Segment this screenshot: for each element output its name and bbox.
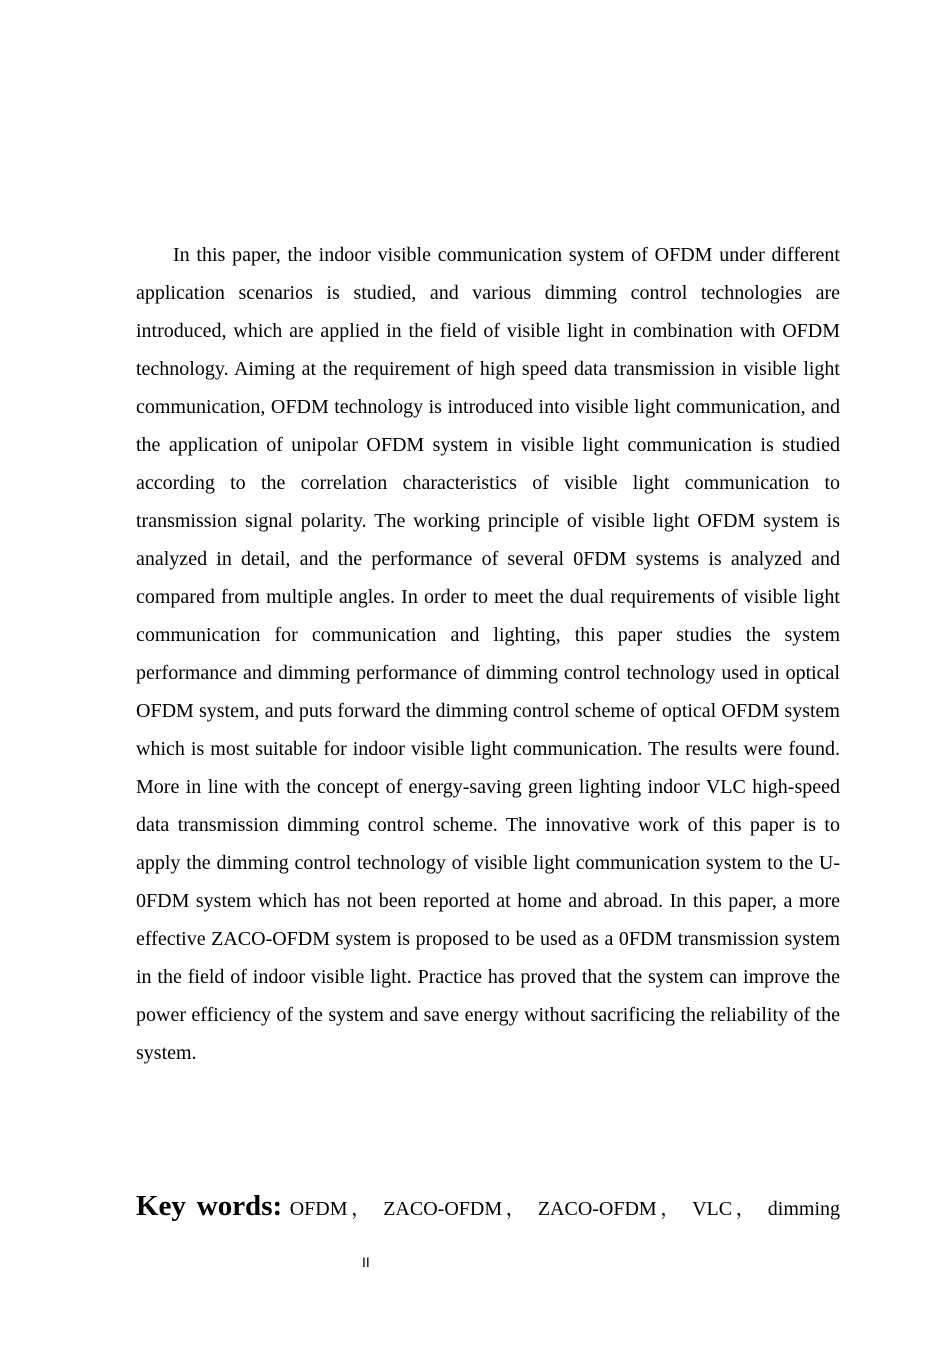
page-number: II bbox=[362, 1254, 370, 1270]
keywords-line bbox=[136, 1186, 840, 1231]
keywords-label: Key words: bbox=[136, 1190, 283, 1222]
abstract-paragraph: In this paper, the indoor visible communication system of OFDM under different application scenarios is studied, and various dimming control technologies are introduced, which are applied in the field of visible light in combination with OFDM technology. Aiming at the requirement of high speed data transmission in visible light communication, OFDM technology is introduced into visible light communication, and the application of unipolar OFDM system in visible light communication is studied according to the correlation characteristics of visible light communication to transmission signal polarity. The working principle of visible light OFDM system is analyzed in detail, and the performance of several 0FDM systems is analyzed and compared from multiple angles. In order to meet the dual requirements of visible light communication for communication and lighting, this paper studies the system performance and dimming performance of dimming control technology used in optical OFDM system, and puts forward the dimming control scheme of optical OFDM system which is most suitable for indoor visible light communication. The results were found. More in line with the concept of energy-saving green lighting indoor VLC high-speed data transmission dimming control scheme. The innovative work of this paper is to apply the dimming control technology of visible light communication system to the U-0FDM system which has not been reported at home and abroad. In this paper, a more effective ZACO-OFDM system is proposed to be used as a 0FDM transmission system in the field of indoor visible light. Practice has proved that the system can improve the power efficiency of the system and save energy without sacrificing the reliability of the system. bbox=[136, 244, 840, 1064]
keywords-list: OFDM， ZACO-OFDM， ZACO-OFDM， VLC， dimming bbox=[289, 1198, 841, 1220]
